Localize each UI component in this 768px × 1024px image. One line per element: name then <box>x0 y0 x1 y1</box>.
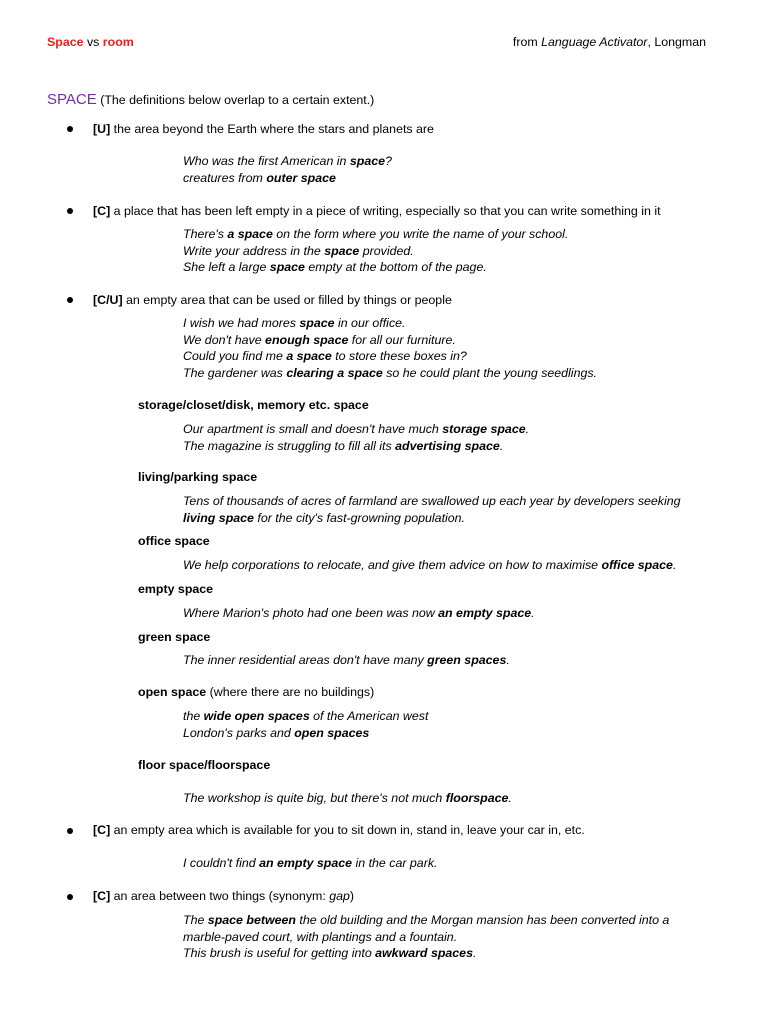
subheading-living: living/parking space <box>138 470 258 484</box>
bullet-dot <box>67 208 73 214</box>
bullet-dot <box>67 894 73 900</box>
sense-text: a place that has been left empty in a piece of writing, especially so that you can write something in it <box>110 204 661 218</box>
example-line: She left a large space empty at the bottom of the page. <box>183 260 487 274</box>
examples-living <box>183 493 681 526</box>
example-line: London's parks and open spaces <box>183 725 370 740</box>
example-line: Our apartment is small and doesn't have much storage space. <box>183 422 530 436</box>
sense-1 <box>93 121 434 138</box>
examples-floor <box>183 790 512 807</box>
subheading-office: office space <box>138 534 210 548</box>
subheading-empty: empty space <box>138 582 214 596</box>
example-line: The gardener was clearing a space so he could plant the young seedlings. <box>183 365 597 380</box>
example-line: Write your address in the space provided. <box>183 243 414 258</box>
example-line: This brush is useful for getting into awkward spaces. <box>183 946 477 960</box>
heading-word: SPACE <box>47 91 97 108</box>
example-line: There's a space on the form where you write the name of your school. <box>183 227 569 241</box>
examples-office <box>183 557 676 574</box>
sense-text: the area beyond the Earth where the stars and planets are <box>110 122 434 136</box>
example-line: The workshop is quite big, but there's not much floorspace. <box>183 791 512 805</box>
header-from: from <box>512 35 542 49</box>
examples-sense-4 <box>183 855 437 872</box>
header-left <box>47 34 134 51</box>
example-line: We don't have enough space for all our furniture. <box>183 332 456 347</box>
subheading-open-row <box>138 684 374 701</box>
example-line: Where Marion's photo had one been was now an empty space. <box>183 606 535 620</box>
example-line: The inner residential areas don't have many green spaces. <box>183 653 510 667</box>
sense-text: an area between two things (synonym: <box>110 889 330 903</box>
example-line: Could you find me a space to store these boxes in? <box>183 349 467 363</box>
example-line: The magazine is struggling to fill all its advertising space. <box>183 438 504 453</box>
examples-storage <box>183 421 529 454</box>
subheading-floor: floor space/floorspace <box>138 758 271 772</box>
examples-green <box>183 652 510 669</box>
subheading-open: open space <box>138 685 207 699</box>
header-source-title: Language Activator <box>541 35 648 49</box>
header-word-space: Space <box>47 35 84 49</box>
subheading-storage: storage/closet/disk, memory etc. space <box>138 398 369 412</box>
example-line: We help corporations to relocate, and give them advice on how to maximise office space. <box>183 558 677 572</box>
heading-note: (The definitions below overlap to a certain extent.) <box>96 93 375 107</box>
subheading-green: green space <box>138 630 211 644</box>
examples-sense-2 <box>183 226 568 276</box>
example-line: Tens of thousands of acres of farmland are swallowed up each year by developers seeking <box>183 494 681 508</box>
examples-sense-5 <box>183 912 669 962</box>
sense-tag: [C] <box>93 204 111 218</box>
example-line: I couldn't find an empty space in the car park. <box>183 856 438 870</box>
sense-text: an empty area that can be used or filled by things or people <box>122 293 452 307</box>
header-word-room: room <box>102 35 134 49</box>
subheading-open-note: (where there are no buildings) <box>206 685 375 699</box>
sense-2 <box>93 203 661 220</box>
header-right <box>513 34 706 51</box>
examples-open <box>183 708 428 741</box>
header-vs: vs <box>83 35 103 49</box>
bullet-dot <box>67 828 73 834</box>
bullet-dot <box>67 126 73 132</box>
sense-4 <box>93 822 585 839</box>
examples-sense-3 <box>183 315 597 381</box>
sense-tag: [C] <box>93 889 111 903</box>
example-line: living space for the city's fast-growning population. <box>183 510 465 525</box>
examples-empty <box>183 605 535 622</box>
example-line: I wish we had mores space in our office. <box>183 316 406 330</box>
sense-3 <box>93 292 452 309</box>
example-line: the wide open spaces of the American west <box>183 709 429 723</box>
example-line: The space between the old building and the Morgan mansion has been converted into a <box>183 913 670 927</box>
bullet-dot <box>67 297 73 303</box>
sense-text: an empty area which is available for you to sit down in, stand in, leave your car in, etc. <box>110 823 585 837</box>
header-publisher: , Longman <box>647 35 706 49</box>
example-line: Who was the first American in space? <box>183 154 392 168</box>
sense-tag: [U] <box>93 122 111 136</box>
examples-sense-1 <box>183 153 392 186</box>
sense-tag: [C/U] <box>93 293 123 307</box>
sense-5 <box>93 888 354 905</box>
example-line: marble-paved court, with plantings and a fountain. <box>183 929 458 944</box>
sense-text-end: ) <box>349 889 355 903</box>
sense-tag: [C] <box>93 823 111 837</box>
example-line: creatures from outer space <box>183 170 336 185</box>
sense-synonym: gap <box>329 889 350 903</box>
heading <box>47 92 374 109</box>
